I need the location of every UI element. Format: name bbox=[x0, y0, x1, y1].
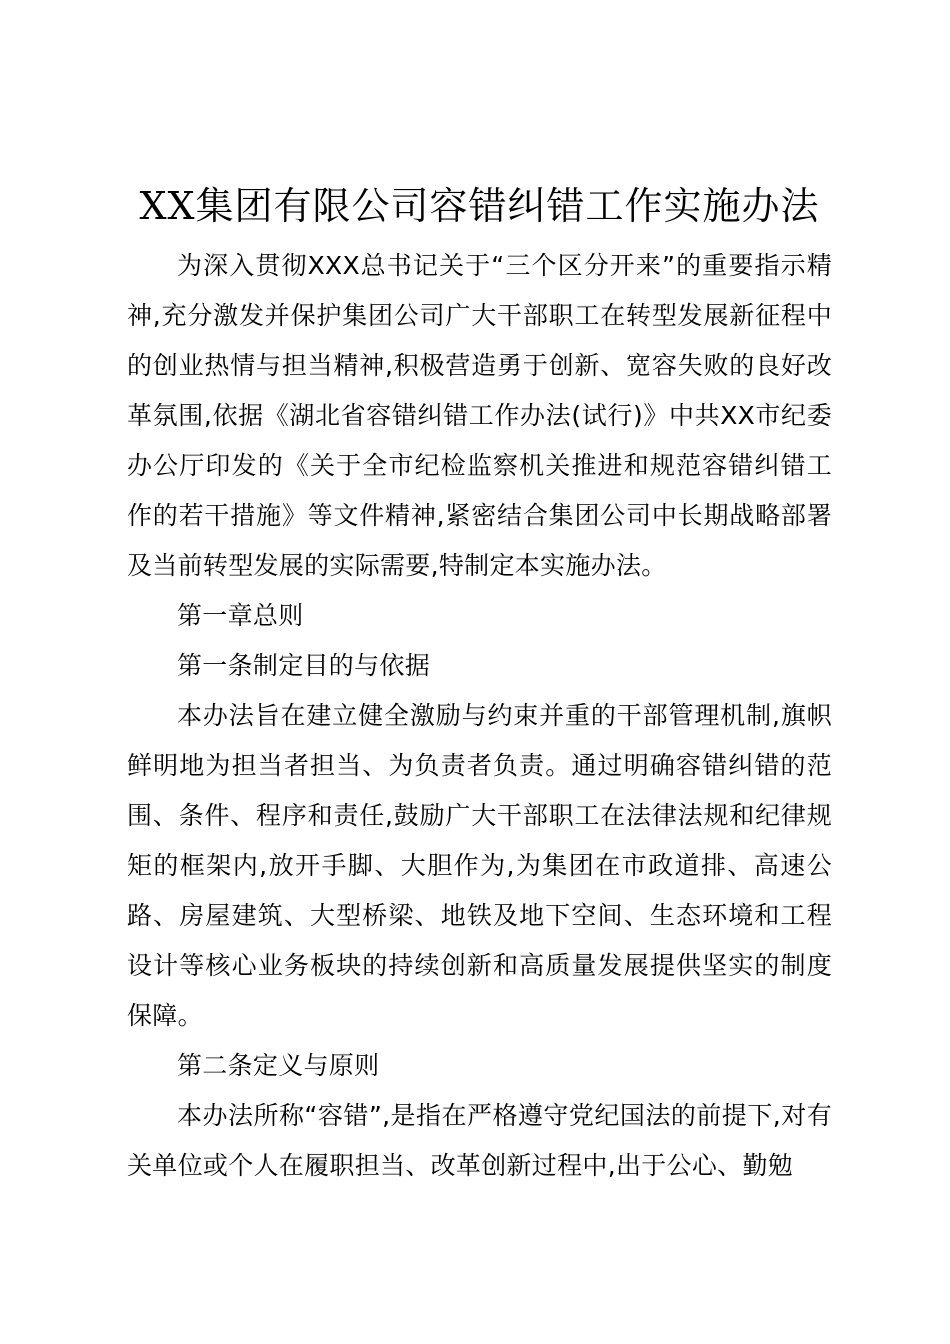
article-heading: 第二条定义与原则 bbox=[177, 1051, 380, 1080]
article-paragraph: 本办法旨在建立健全激励与约束并重的干部管理机制,旗帜鲜明地为担当者担当、为负责者负责。通过明确容错纠错的范围、条件、程序和责任,鼓励广大干部职工在法律法规和纪律规矩的框架内,放开手脚、大胆作为,为集团在市政道排、高速公路、房屋建筑、大型桥梁、地铁及地下空间、生态环境和工程设计等核心业务板块的持续创新和高质量发展提供坚实的制度保障。 bbox=[127, 701, 832, 1030]
article-paragraph: 本办法所称“容错”,是指在严格遵守党纪国法的前提下,对有关单位或个人在履职担当、改革创新过程中,出于公心、勤勉 bbox=[127, 1101, 832, 1180]
intro-paragraph: 为深入贯彻XXX总书记关于“三个区分开来”的重要指示精神,充分激发并保护集团公司广大干部职工在转型发展新征程中的创业热情与担当精神,积极营造勇于创新、宽容失败的良好改革氛围,依据《湖北省容错纠错工作办法(试行)》中共XX市纪委办公厅印发的《关于全市纪检监察机关推进和规范容错纠错工作的若干措施》等文件精神,紧密结合集团公司中长期战略部署及当前转型发展的实际需要,特制定本实施办法。 bbox=[127, 251, 832, 580]
article-heading: 第一条制定目的与依据 bbox=[177, 651, 431, 680]
document-body bbox=[127, 241, 832, 1191]
document-title: XX集团有限公司容错纠错工作实施办法 bbox=[139, 184, 820, 228]
chapter-heading: 第一章总则 bbox=[177, 601, 304, 630]
